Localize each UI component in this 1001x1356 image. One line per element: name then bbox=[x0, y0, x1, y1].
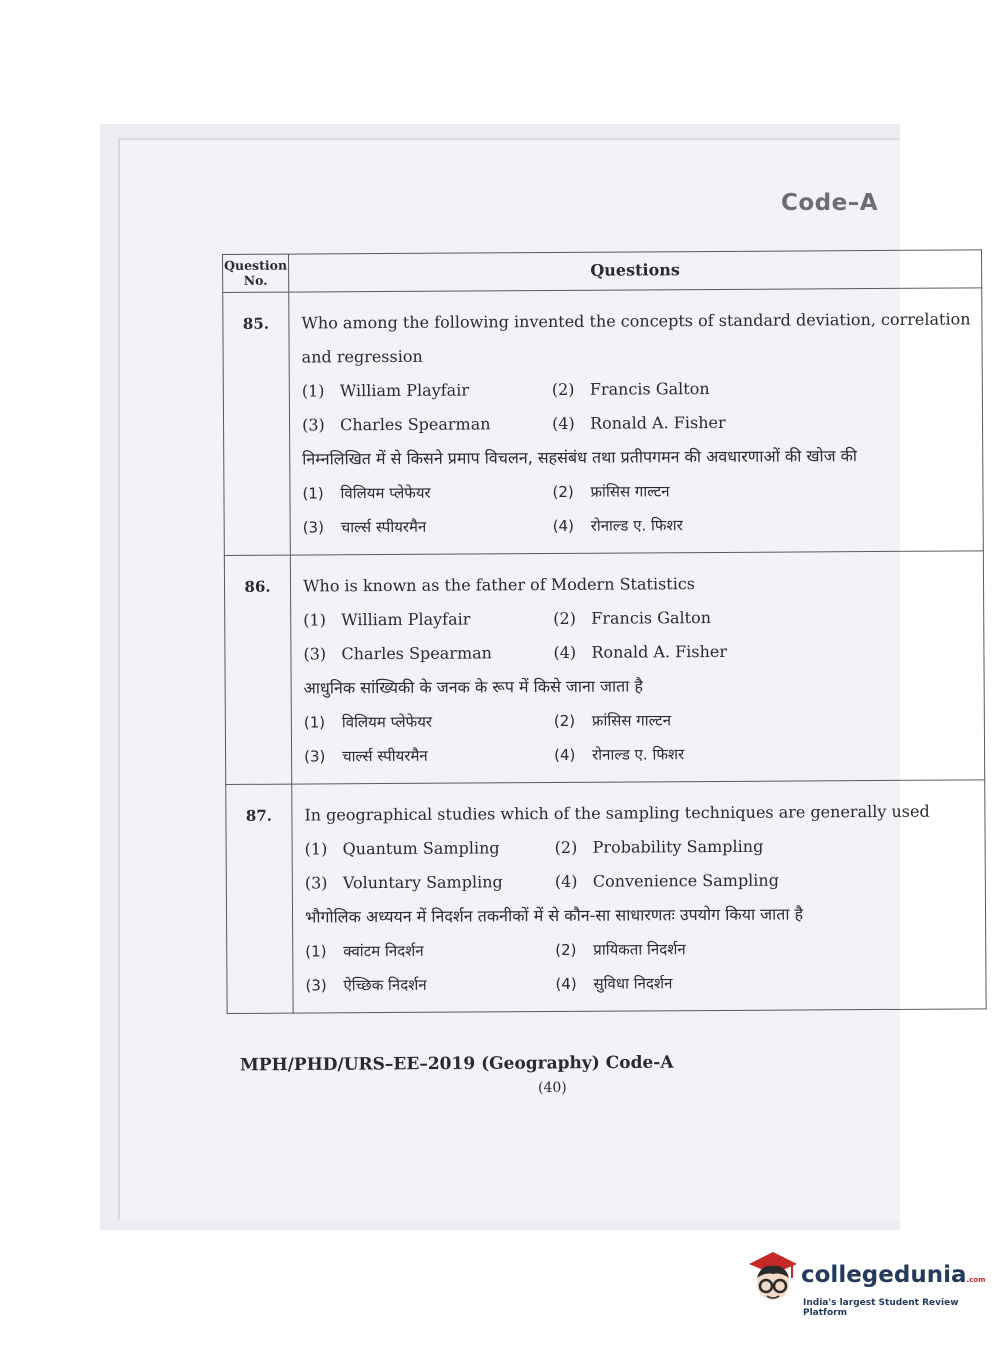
options-hi bbox=[304, 701, 978, 773]
question-text-en: Who among the following invented the concepts of standard deviation, correlation and regression bbox=[301, 309, 971, 367]
question-body bbox=[292, 780, 986, 1013]
option: (2) फ्रांसिस गाल्टन bbox=[552, 482, 670, 501]
option: (1) विलियम प्लेफेयर bbox=[302, 483, 431, 503]
question-number: 87. bbox=[226, 784, 293, 1013]
option: (3) Voluntary Sampling bbox=[304, 872, 503, 893]
option: (4) Ronald A. Fisher bbox=[551, 412, 726, 433]
header-questions: Questions bbox=[289, 250, 982, 292]
options-en bbox=[302, 370, 976, 442]
option: (1) William Playfair bbox=[303, 609, 471, 630]
options-hi bbox=[302, 472, 976, 544]
question-text-hi: भौगोलिक अध्ययन में निदर्शन तकनीकों में से कौन-सा साधारणतः उपयोग किया जाता है bbox=[304, 904, 804, 927]
option: (4) Convenience Sampling bbox=[554, 870, 779, 891]
header-question-no: Question No. bbox=[223, 254, 289, 292]
option: (2) Probability Sampling bbox=[554, 836, 764, 857]
page-footer: MPH/PHD/URS–EE–2019 (Geography) Code-A bbox=[239, 1052, 674, 1076]
questions-table bbox=[222, 249, 987, 1014]
option: (3) ऐच्छिक निदर्शन bbox=[305, 975, 427, 995]
question-number: 86. bbox=[224, 555, 291, 784]
collegedunia-logo[interactable] bbox=[745, 1248, 986, 1318]
code-label: Code–A bbox=[781, 190, 879, 216]
question-row bbox=[223, 288, 984, 556]
options-en bbox=[305, 828, 979, 900]
table-header-row bbox=[223, 250, 982, 293]
option: (4) Ronald A. Fisher bbox=[553, 641, 728, 662]
mascot-icon bbox=[745, 1248, 799, 1312]
question-row bbox=[226, 780, 986, 1014]
option: (1) विलियम प्लेफेयर bbox=[303, 712, 433, 732]
scanned-page bbox=[100, 124, 971, 1230]
question-text-en: In geographical studies which of the sampling techniques are generally used bbox=[304, 801, 930, 825]
question-text-en: Who is known as the father of Modern Statistics bbox=[302, 574, 696, 596]
option: (1) क्वांटम निदर्शन bbox=[305, 941, 424, 961]
question-row bbox=[224, 551, 984, 785]
option: (4) सुविधा निदर्शन bbox=[555, 974, 673, 993]
question-text-hi: निम्नलिखित में से किसने प्रमाप विचलन, सहसंबंध तथा प्रतीपगमन की अवधारणाओं की खोज की bbox=[302, 446, 858, 469]
logo-wordmark: collegedunia.com bbox=[801, 1262, 986, 1288]
question-text-hi: आधुनिक सांख्यिकी के जनक के रूप में किसे जाना जाता है bbox=[303, 676, 644, 698]
option: (2) Francis Galton bbox=[551, 379, 710, 399]
page-number: (40) bbox=[538, 1080, 567, 1096]
question-number: 85. bbox=[223, 292, 291, 555]
option: (3) Charles Spearman bbox=[301, 414, 491, 435]
logo-tagline: India's largest Student Review Platform bbox=[803, 1298, 959, 1318]
option: (2) फ्रांसिस गाल्टन bbox=[553, 711, 672, 730]
option: (4) रोनाल्ड ए. फिशर bbox=[554, 745, 685, 764]
option: (1) William Playfair bbox=[301, 380, 470, 401]
option: (3) चार्ल्स स्पीयरमैन bbox=[302, 517, 427, 537]
option: (2) Francis Galton bbox=[553, 608, 712, 628]
question-body bbox=[290, 551, 984, 784]
option: (1) Quantum Sampling bbox=[304, 838, 500, 859]
options-en bbox=[303, 599, 977, 671]
option: (2) प्रायिकता निदर्शन bbox=[555, 940, 686, 959]
options-hi bbox=[305, 930, 979, 1002]
question-body bbox=[289, 288, 984, 555]
option: (3) Charles Spearman bbox=[303, 643, 492, 664]
option: (4) रोनाल्ड ए. फिशर bbox=[552, 516, 683, 535]
option: (3) चार्ल्स स्पीयरमैन bbox=[304, 746, 428, 766]
